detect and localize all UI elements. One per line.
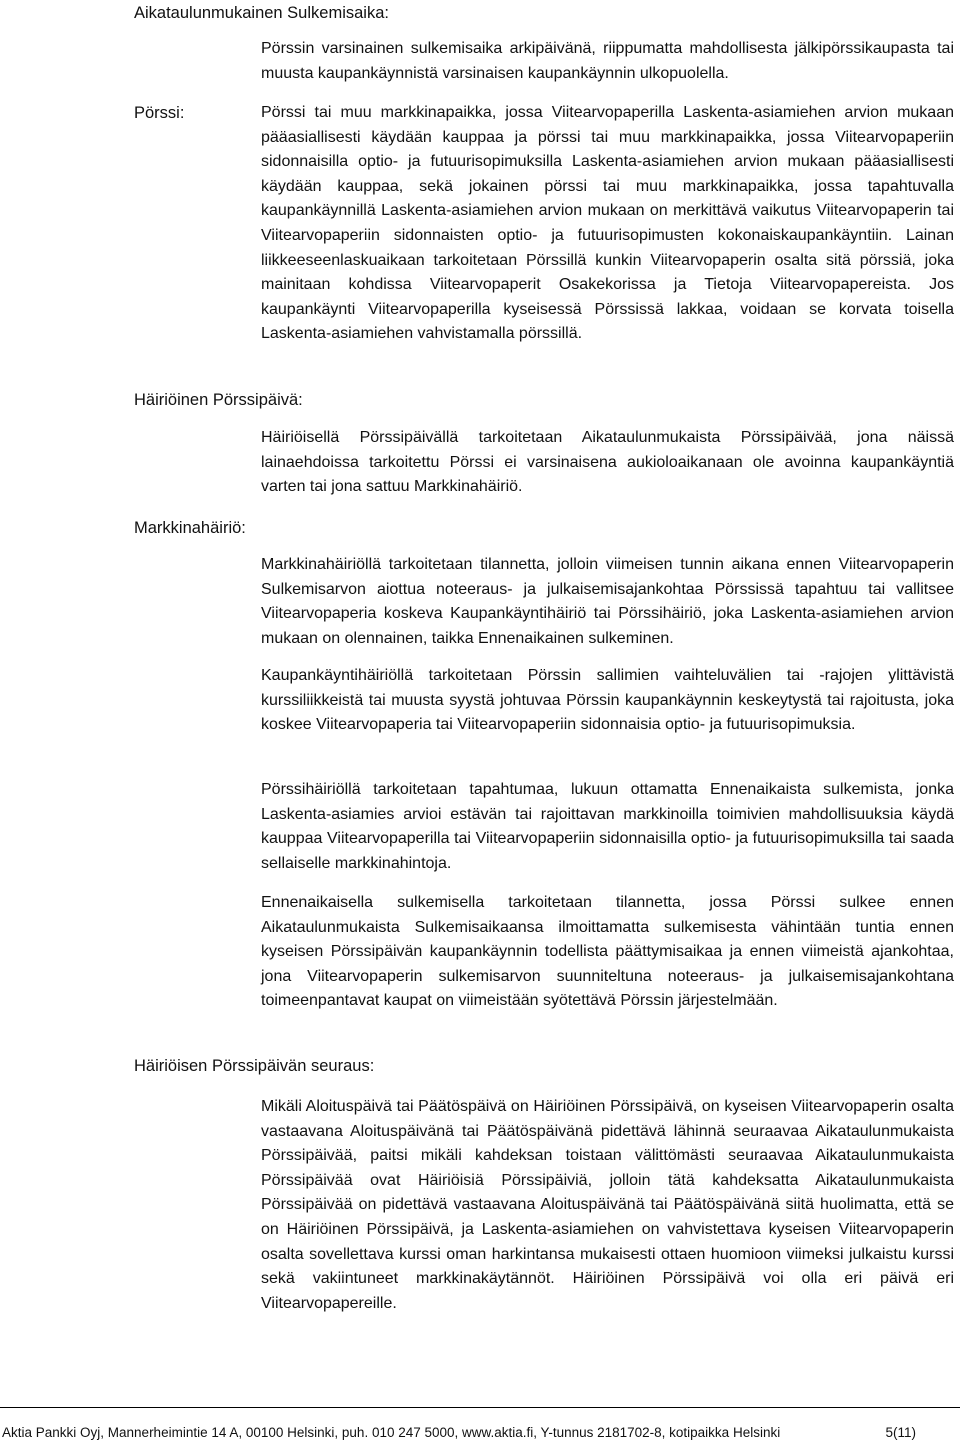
- footer-divider: [0, 1407, 960, 1408]
- definition-closing-time: Pörssin varsinainen sulkemisaika arkipäivänä, riippumatta mahdollisesta jälkipörssikaupasta tai muusta kaupankäynnistä varsinaisen kaupankäynnin ulkopuolella.: [261, 40, 954, 82]
- term-exchange: Pörssi:: [134, 104, 185, 122]
- definition-market-disruption-4: Ennenaikaisella sulkemisella tarkoitetaan tilannetta, jossa Pörssi sulkee ennen Aikataulunmukaista Sulkemisaikaansa ilmoittamatta sulkemisesta vähintään tuntia ennen kyseisen Pörssipäivän kaupankäynnin todellista päättymisaikaa ja ennen viimeistä ajankohtaa, jona Viitearvopaperin sulkemisarvon suunniteltuna noteeraus- ja julkaisemisajankohtana toimeenpantavat kaupat on viimeistään syötettävä Pörssin järjestelmään.: [261, 894, 954, 1010]
- definition-market-disruption-3: Pörssihäiriöllä tarkoitetaan tapahtumaa, lukuun ottamatta Ennenaikaista sulkemista, jonka Laskenta-asiamies arvioi estävän tai rajoittavan markkinoilla toimivien mahdollisuuksia käydä kauppaa Viitearvopaperilla tai Viitearvopaperiin sidonnaisilla optio- ja futuurisopimuksilla tai saada sellaiselle markkinahintoja.: [261, 781, 954, 872]
- term-disrupted-day: Häiriöinen Pörssipäivä:: [134, 391, 303, 409]
- term-market-disruption: Markkinahäiriö:: [134, 519, 246, 537]
- footer-company-info: Aktia Pankki Oyj, Mannerheimintie 14 A, 00100 Helsinki, puh. 010 247 5000, www.aktia.fi, Y-tunnus 2181702-8, kotipaikka Helsinki: [2, 1425, 781, 1440]
- definition-disrupted-day-consequence: Mikäli Aloituspäivä tai Päätöspäivä on Häiriöinen Pörssipäivä, on kyseisen Viitearvopaperin osalta vastaavana Aloituspäivänä tai Päätöspäivänä pidettävä lähinnä seuraavaa Aikataulunmukaista Pörssipäivää, paitsi mikäli kahdeksan toistaan välittömästi seuraavaa Aikataulunmukaista Pörssipäivää ovat Häiriöisiä Pörssipäiviä, jolloin tätä kahdeksatta Aikataulunmukaista Pörssipäivää on pidettävä vastaavana Aloituspäivänä tai Päätöspäivänä siitä huolimatta, että se on Häiriöinen Pörssipäivä, ja Laskenta-asiamiehen on vahvistettava kyseisen Viitearvopaperin osalta sovellettava kurssi oman harkintansa mukaisesti ottaen huomioon viimeksi julkaistu kurssi sekä vakiintuneet markkinakäytännöt. Häiriöinen Pörssipäivä voi olla eri päivä eri Viitearvopapereille.: [261, 1098, 954, 1312]
- definition-market-disruption-2: Kaupankäyntihäiriöllä tarkoitetaan Pörssin sallimien vaihteluvälien tai -rajojen ylittävistä kurssiliikkeistä tai muusta syystä johtuvaa Pörssin kaupankäynnin keskeytystä tai rajoitusta, joka koskee Viitearvopaperia tai Viitearvopaperiin sidonnaisia optio- ja futuurisopimuksia.: [261, 667, 954, 734]
- footer-page-number: 5(11): [885, 1425, 916, 1440]
- definition-exchange: Pörssi tai muu markkinapaikka, jossa Viitearvopaperilla Laskenta-asiamiehen arvion mukaan pääasiallisesti käydään kauppaa ja pörssi tai muu markkinapaikka, jossa Viitearvopaperiin sidonnaisilla optio- ja futuurisopimuksilla Laskenta-asiamiehen arvion mukaan pääasiallisesti käydään kauppaa, sekä jokainen pörssi tai muu markkinapaikka, jossa tapahtuvalla kaupankäynnillä Laskenta-asiamiehen arvion mukaan on merkittävä vaikutus Viitearvopaperin tai Viitearvopaperiin sidonnaisten optio- ja futuurisopimusten kokonaiskaupankäyntiin. Lainan liikkeeseenlaskuaikaan tarkoitetaan Pörssillä kunkin Viitearvopaperin osalta sitä pörssiä, joka mainitaan kohdissa Viitearvopaperit Osakekorissa ja Tietoja Viitearvopapereista. Jos kaupankäynti Viitearvopaperilla kyseisessä Pörssissä lakkaa, voidaan se korvata toisella Laskenta-asiamiehen vahvistamalla pörssillä.: [261, 104, 954, 343]
- definition-market-disruption-1: Markkinahäiriöllä tarkoitetaan tilannetta, jolloin viimeisen tunnin aikana ennen Viitearvopaperin Sulkemisarvon aiottua noteeraus- ja julkaisemisajankohtaa Pörssissä tapahtuu tai vallitsee Viitearvopaperia koskeva Kaupankäyntihäiriö tai Pörssihäiriö, joka Laskenta-asiamiehen arvion mukaan on olennainen, taikka Ennenaikainen sulkeminen.: [261, 556, 954, 647]
- term-closing-time: Aikataulunmukainen Sulkemisaika:: [134, 4, 389, 22]
- term-disrupted-day-consequence: Häiriöisen Pörssipäivän seuraus:: [134, 1057, 375, 1075]
- definition-disrupted-day: Häiriöisellä Pörssipäivällä tarkoitetaan Aikataulunmukaista Pörssipäivää, jona näissä lainaehdoissa tarkoitettu Pörssi ei varsinaisena aukioloaikanaan ole avoinna kaupankäyntiä varten tai jona sattuu Markkinahäiriö.: [261, 429, 954, 496]
